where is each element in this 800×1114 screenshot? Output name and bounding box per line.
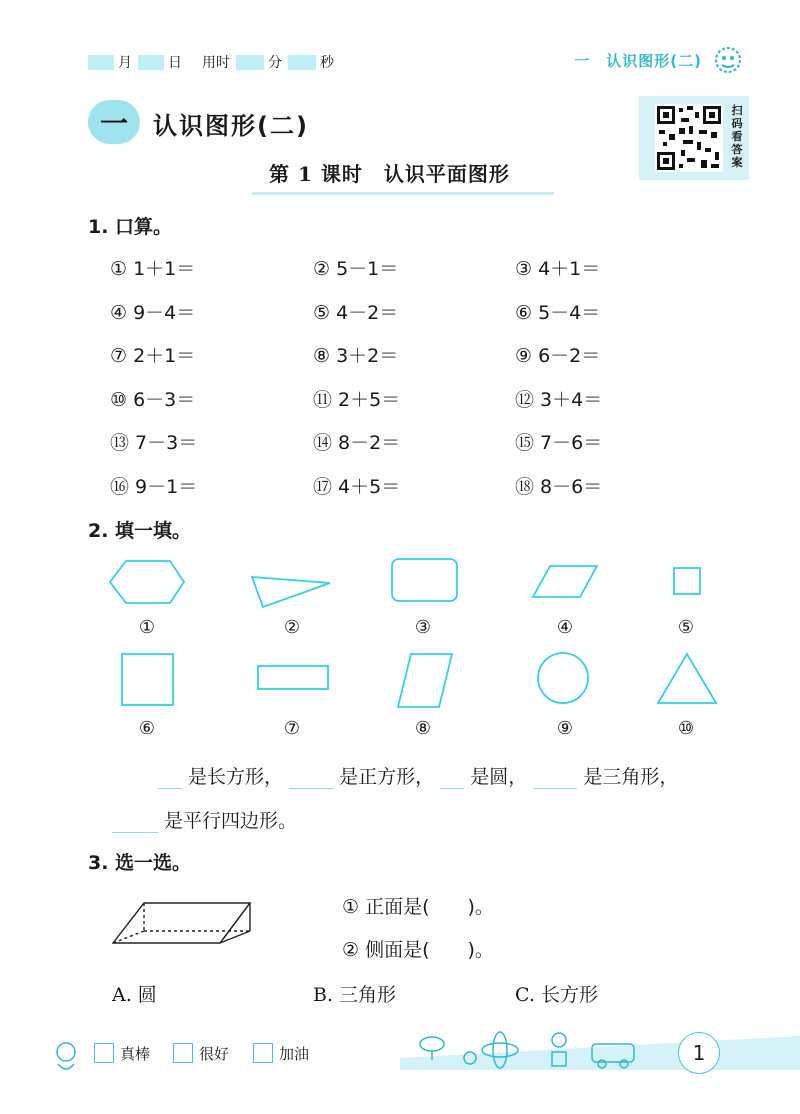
q3-heading: 3. 选一选。 (88, 852, 192, 874)
shape-4-parallelogram (533, 566, 597, 597)
mascot-icon (706, 40, 750, 76)
answer-blank-parallelogram[interactable] (112, 812, 158, 833)
shape-7-rectangle (258, 666, 328, 689)
answer-blank-rectangle[interactable] (158, 768, 182, 789)
date-time-bar (88, 52, 336, 72)
lesson-underline (252, 192, 554, 195)
problem-15: ⑮ 7－6＝ (515, 432, 603, 454)
problem-11: ⑪ 2＋5＝ (313, 389, 401, 411)
prism-drawing (105, 895, 255, 951)
problem-9: ⑨ 6－2＝ (515, 345, 601, 367)
running-header: 一 认识图形(二) (574, 52, 702, 70)
fill-parallelogram-text: 是平行四边形。 (164, 810, 298, 832)
shape-label-10: ⑩ (677, 718, 695, 739)
problem-16: ⑯ 9－1＝ (110, 476, 198, 498)
problem-5: ⑤ 4－2＝ (313, 302, 399, 324)
minute-label: 分 (268, 55, 282, 71)
shape-label-1: ① (138, 617, 156, 638)
fill-circle-text: 是圆， (470, 766, 528, 788)
unit-title: 认识图形(二) (153, 112, 309, 140)
q1-heading: 1. 口算。 (88, 216, 173, 238)
q3-side-question: ② 侧面是( )。 (342, 939, 494, 961)
shape-9-circle (538, 653, 588, 703)
shape-label-9: ⑨ (556, 718, 574, 739)
q2-heading: 2. 填一填。 (88, 520, 192, 542)
problem-14: ⑭ 8－2＝ (313, 432, 401, 454)
second-blank (288, 55, 316, 70)
shape-8-parallelogram (398, 654, 452, 707)
lesson-title: 第 1 课时 认识平面图形 (269, 162, 510, 186)
problem-18: ⑱ 8－6＝ (515, 476, 603, 498)
time-label: 用时 (202, 55, 230, 71)
shape-3-rounded-rectangle (392, 559, 457, 601)
shape-1-hexagon (110, 561, 184, 603)
problem-10: ⑩ 6－3＝ (110, 389, 196, 411)
shape-6-square (122, 654, 173, 705)
qr-code-icon[interactable] (655, 104, 723, 172)
fill-sentence-1 (158, 762, 678, 789)
problem-13: ⑬ 7－3＝ (110, 432, 198, 454)
fill-sentence-2 (112, 806, 297, 833)
shape-label-4: ④ (556, 617, 574, 638)
day-blank (138, 55, 164, 70)
page-number: 1 (678, 1032, 720, 1074)
shape-10-triangle (658, 654, 716, 703)
shape-label-8: ⑧ (414, 718, 432, 739)
problem-4: ④ 9－4＝ (110, 302, 196, 324)
fill-triangle-text: 是三角形， (583, 766, 679, 788)
rating-label-keep-going: 加油 (279, 1045, 310, 1063)
shape-label-7: ⑦ (283, 718, 301, 739)
shape-label-3: ③ (414, 617, 432, 638)
shape-label-5: ⑤ (677, 617, 695, 638)
option-a: A. 圆 (112, 984, 157, 1006)
answer-blank-square[interactable] (289, 768, 333, 789)
problem-12: ⑫ 3＋4＝ (515, 389, 603, 411)
problem-2: ② 5－1＝ (313, 258, 399, 280)
problem-6: ⑥ 5－4＝ (515, 302, 601, 324)
rating-checkbox-keep-going[interactable] (253, 1043, 273, 1063)
unit-number-badge: 一 (88, 100, 140, 144)
problem-8: ⑧ 3＋2＝ (313, 345, 399, 367)
fill-square-text: 是正方形， (339, 766, 435, 788)
rating-checkbox-good[interactable] (173, 1043, 193, 1063)
shape-label-2: ② (283, 617, 301, 638)
minute-blank (236, 55, 264, 70)
q3-front-question: ① 正面是( )。 (342, 896, 494, 918)
fill-rectangle-text: 是长方形， (188, 766, 284, 788)
problem-3: ③ 4＋1＝ (515, 258, 601, 280)
day-label: 日 (168, 55, 182, 71)
qr-panel[interactable] (639, 96, 749, 180)
shape-2-triangle (252, 577, 330, 607)
month-blank (88, 55, 114, 70)
shape-5-square (674, 568, 700, 594)
option-c: C. 长方形 (515, 984, 598, 1006)
rating-label-great: 真棒 (120, 1045, 151, 1063)
option-b: B. 三角形 (313, 984, 397, 1006)
month-label: 月 (118, 55, 132, 71)
second-label: 秒 (320, 55, 334, 71)
problem-1: ① 1＋1＝ (110, 258, 196, 280)
qr-caption: 扫码看答案 (731, 104, 743, 169)
answer-blank-triangle[interactable] (533, 768, 577, 789)
problem-17: ⑰ 4＋5＝ (313, 476, 401, 498)
problem-7: ⑦ 2＋1＝ (110, 345, 196, 367)
rating-checkbox-great[interactable] (94, 1043, 114, 1063)
rating-label-good: 很好 (199, 1045, 230, 1063)
shape-label-6: ⑥ (138, 718, 156, 739)
answer-blank-circle[interactable] (440, 768, 464, 789)
